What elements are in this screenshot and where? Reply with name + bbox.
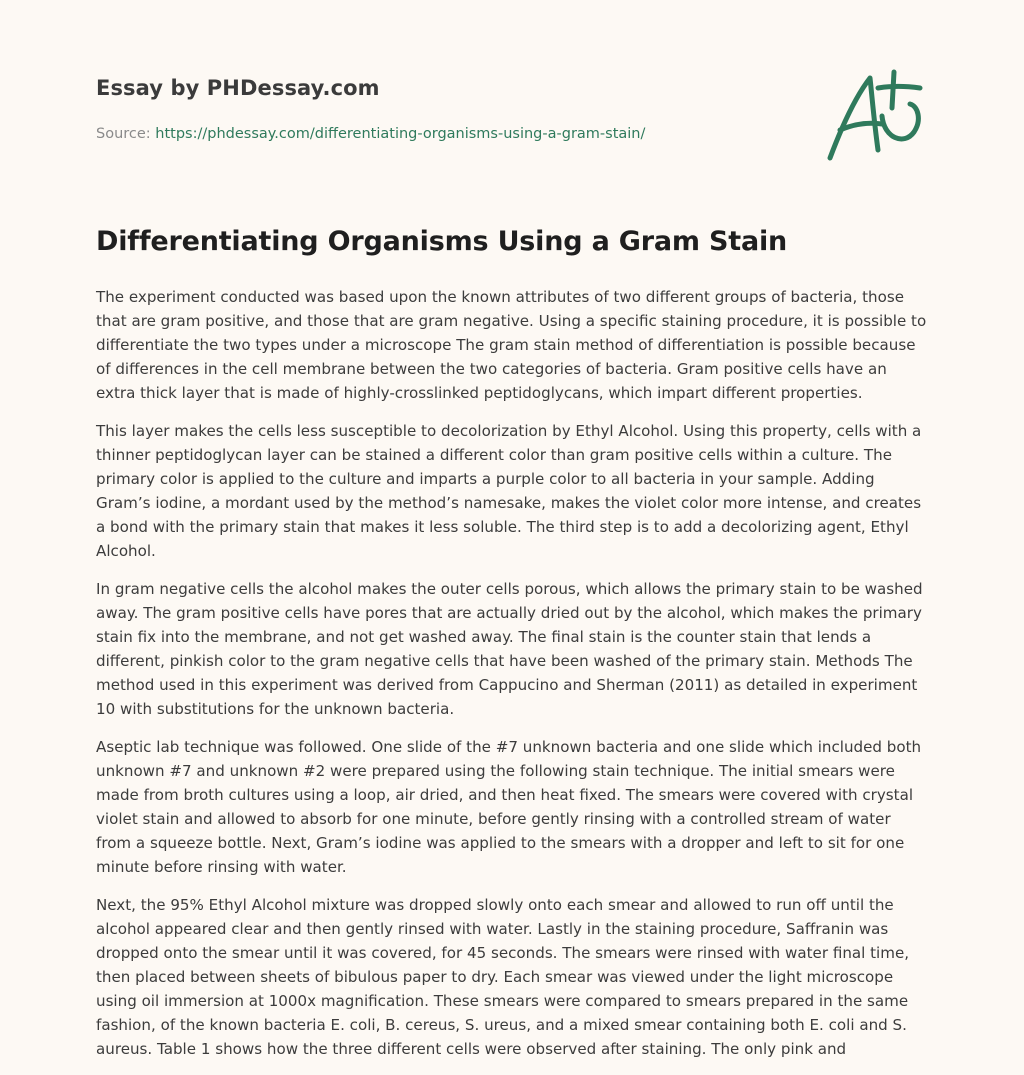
source-line xyxy=(96,126,796,142)
header xyxy=(96,76,796,142)
essay-paragraph: Next, the 95% Ethyl Alcohol mixture was dropped slowly onto each smear and allowed to run off until the alcohol appeared clear and then gently rinsed with water. Lastly in the staining procedure, Saffranin was dropped onto the smear until it was covered, for 45 seconds. The smears were rinsed with water final time, then placed between sheets of bibulous paper to dry. Each smear was viewed under the light microscope using oil immersion at 1000x magnification. These smears were compared to smears prepared in the same fashion, of the known bacteria E. coli, B. cereus, S. ureus, and a mixed smear containing both E. coli and S. aureus. Table 1 shows how the three different cells were observed after staining. The only pink and xyxy=(96,896,910,1058)
source-label: Source: xyxy=(96,126,151,142)
site-title: Essay by PHDessay.com xyxy=(96,76,380,100)
essay-body xyxy=(96,285,930,1075)
essay-paragraph: In gram negative cells the alcohol makes the outer cells porous, which allows the primary stain to be washed away. The gram positive cells have pores that are actually dried out by the alcohol, which makes the primary stain fix into the membrane, and not get washed away. The final stain is the counter stain that lends a different, pinkish color to the gram negative cells that have been washed of the primary stain. Methods The method used in this experiment was derived from Cappucino and Sherman (2011) as detailed in experiment 10 with substitutions for the unknown bacteria. xyxy=(96,580,923,718)
essay-paragraph: The experiment conducted was based upon the known attributes of two different groups of bacteria, those that are gram positive, and those that are gram negative. Using a specific staining procedure, it is possible to differentiate the two types under a microscope The gram stain method of differentiation is possible because of differences in the cell membrane between the two categories of bacteria. Gram positive cells have an extra thick layer that is made of highly-crosslinked peptidoglycans, which impart different properties. xyxy=(96,288,927,402)
a-plus-grade-icon xyxy=(820,66,930,166)
essay-paragraph: Aseptic lab technique was followed. One slide of the #7 unknown bacteria and one slide which included both unknown #7 and unknown #2 were prepared using the following stain technique. The initial smears were made from broth cultures using a loop, air dried, and then heat fixed. The smears were covered with crystal violet stain and allowed to absorb for one minute, before gently rinsing with a controlled stream of water from a squeeze bottle. Next, Gram’s iodine was applied to the smears with a dropper and left to sit for one minute before rinsing with water. xyxy=(96,738,922,876)
essay-title: Differentiating Organisms Using a Gram Stain xyxy=(96,226,788,257)
source-link[interactable]: https://phdessay.com/differentiating-organisms-using-a-gram-stain/ xyxy=(155,126,646,142)
essay-paragraph: This layer makes the cells less susceptible to decolorization by Ethyl Alcohol. Using this property, cells with a thinner peptidoglycan layer can be stained a different color than gram positive cells within a culture. The primary color is applied to the culture and imparts a purple color to all bacteria in your sample. Adding Gram’s iodine, a mordant used by the method’s namesake, makes the violet color more intense, and creates a bond with the primary stain that makes it less soluble. The third step is to add a decolorizing agent, Ethyl Alcohol. xyxy=(96,422,922,560)
